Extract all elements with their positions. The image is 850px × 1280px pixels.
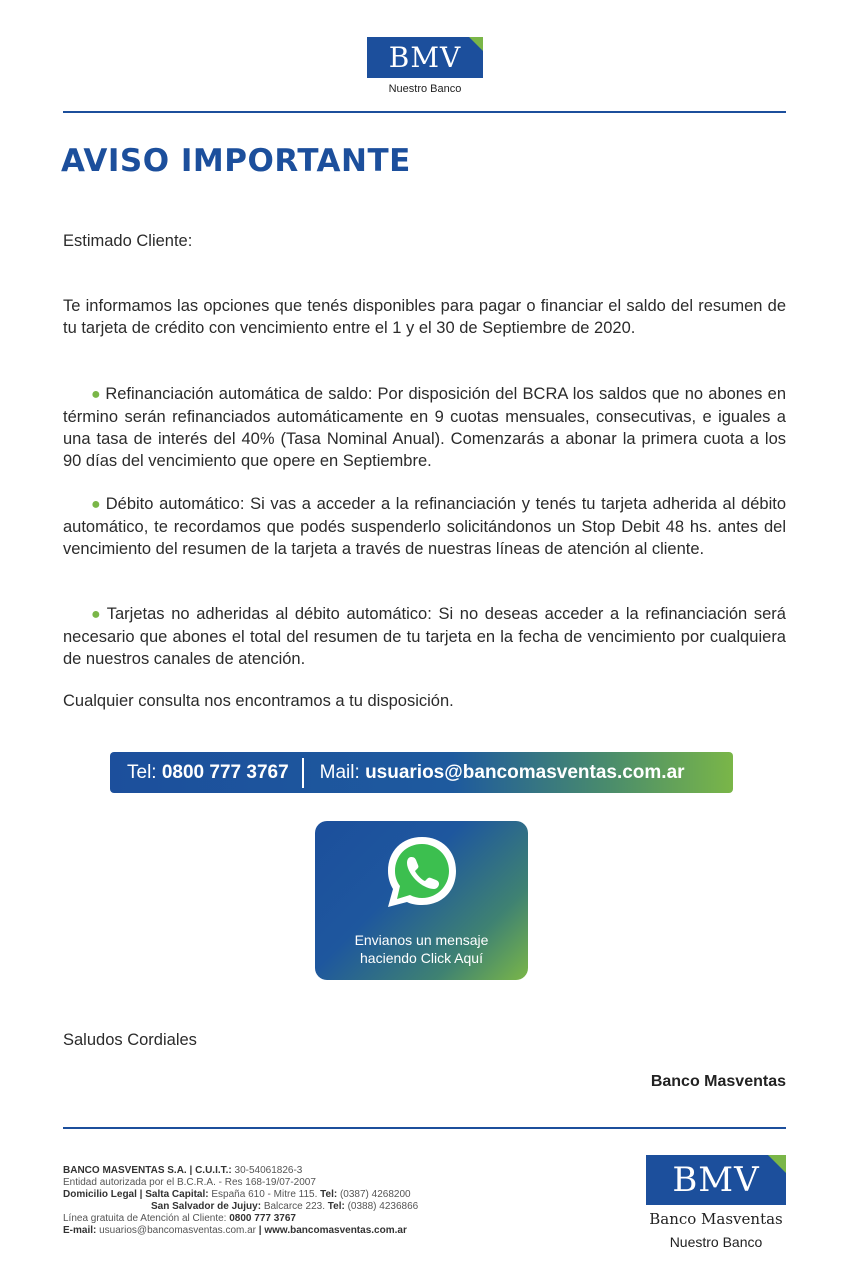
footer-logo-box	[646, 1155, 786, 1205]
bullet-tarjetas	[63, 603, 786, 670]
footer-entity: Entidad autorizada por el B.C.R.A. - Res 168-19/07-2007	[63, 1177, 316, 1188]
bullet-icon: ●	[91, 496, 102, 513]
footer-email-link[interactable]: usuarios@bancomasventas.com.ar	[96, 1225, 259, 1236]
bullet-text: Tarjetas no adheridas al débito automático: Si no deseas acceder a la refinanciación será necesario que abones el total del resumen de tu tarjeta en la fecha de vencimiento por cualquiera de nuestros canales de atención.	[63, 605, 786, 668]
whatsapp-icon	[382, 833, 462, 913]
page-title: AVISO IMPORTANTE	[61, 143, 411, 179]
whatsapp-line1: Envianos un mensaje	[354, 932, 489, 948]
footer-email: E-mail: usuarios@bancomasventas.com.ar | www.bancomasventas.com.ar	[63, 1225, 407, 1236]
bullet-text: Refinanciación automática de saldo: Por disposición del BCRA los saldos que no abones en término serán refinanciados automáticamente en 9 cuotas mensuales, consecutivas, e iguales a una tasa de interés del 40% (Tasa Nominal Anual). Comenzarás a abonar la primera cuota a los 90 días del vencimiento que opere en Septiembre.	[63, 385, 786, 470]
top-divider	[63, 111, 786, 113]
contact-separator	[302, 758, 304, 788]
footer-jujuy: San Salvador de Jujuy: Balcarce 223. Tel: (0388) 4236866	[151, 1201, 419, 1212]
logo-text: BMV	[388, 41, 462, 74]
mail-value: usuarios@bancomasventas.com.ar	[365, 761, 685, 783]
footer-free-line: Línea gratuita de Atención al Cliente: 0800 777 3767	[63, 1213, 296, 1224]
footer-logo	[646, 1155, 786, 1250]
closing-line: Cualquier consulta nos encontramos a tu disposición.	[63, 692, 454, 710]
mail-label: Mail:	[319, 761, 360, 783]
footer-company: BANCO MASVENTAS S.A. | C.U.I.T.: 30-54061826-3	[63, 1165, 303, 1176]
footer-logo-text: BMV	[672, 1160, 760, 1200]
phone-contact[interactable]	[110, 762, 289, 784]
footer-logo-tagline: Nuestro Banco	[669, 1234, 763, 1250]
intro-paragraph: Te informamos las opciones que tenés disponibles para pagar o financiar el saldo del resumen de tu tarjeta de crédito con vencimiento entre el 1 y el 30 de Septiembre de 2020.	[63, 297, 786, 337]
footer-info	[63, 1165, 418, 1237]
logo-corner	[469, 37, 483, 51]
contact-bar	[110, 752, 733, 793]
whatsapp-label	[315, 931, 528, 967]
whatsapp-button[interactable]	[315, 821, 528, 980]
footer-divider	[63, 1127, 786, 1129]
regards: Saludos Cordiales	[63, 1031, 197, 1049]
greeting: Estimado Cliente:	[63, 232, 193, 250]
logo-tagline: Nuestro Banco	[388, 83, 462, 95]
footer-web-link[interactable]: www.bancomasventas.com.ar	[264, 1225, 407, 1236]
tel-value: 0800 777 3767	[161, 761, 289, 783]
tel-label: Tel:	[127, 761, 157, 783]
signature: Banco Masventas	[650, 1073, 786, 1090]
footer-logo-corner	[768, 1155, 786, 1173]
bullet-refinanciacion	[63, 383, 786, 472]
bullet-text: Débito automático: Si vas a acceder a la refinanciación y tenés tu tarjeta adherida al débito automático, te recordamos que podés suspenderlo solicitándonos un Stop Debit 48 hs. antes del vencimiento del resumen de la tarjeta a través de nuestras líneas de atención al cliente.	[63, 495, 786, 558]
bullet-debito	[63, 493, 786, 560]
bullet-icon: ●	[91, 386, 102, 403]
logo-box	[367, 37, 483, 78]
whatsapp-line2: haciendo Click Aquí	[360, 950, 483, 966]
footer-logo-name: Banco Masventas	[649, 1210, 783, 1228]
bullet-icon: ●	[91, 606, 103, 623]
bank-logo	[367, 37, 483, 101]
email-contact[interactable]	[320, 762, 685, 784]
footer-salta: Domicilio Legal | Salta Capital: España 610 - Mitre 115. Tel: (0387) 4268200	[63, 1189, 411, 1200]
